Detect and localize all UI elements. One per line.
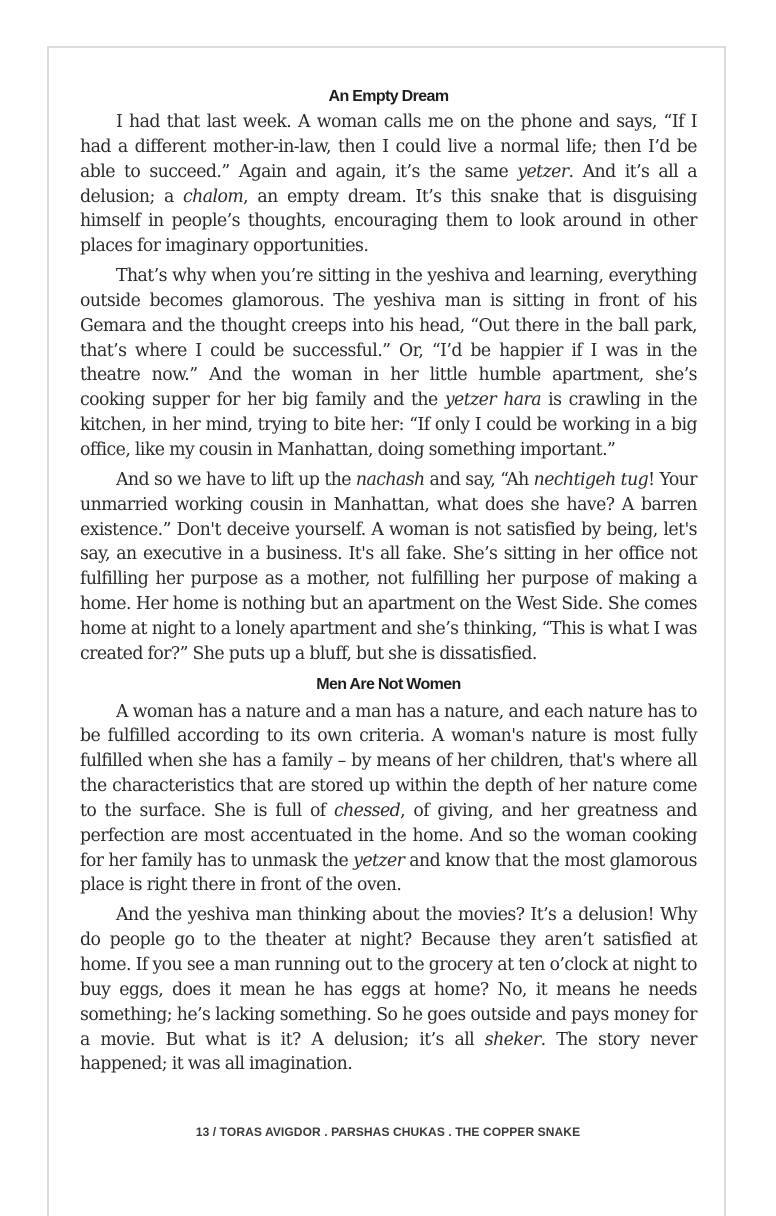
italic-term: chessed <box>333 800 401 821</box>
paragraph: A woman has a nature and a man has a nature, and each nature has to be fulfilled according to its own criteria. A woman's nature is most fully fulfilled when she has a family – by means of her children, that's where all the characteristics that are stored up within the depth of her nature come to the surface. She is full of chessed, of giving, and her greatness and perfection are most accentuated in the home. And so the woman cooking for her family has to unmask the yetzer and know that the most glamorous place is right there in front of the oven. <box>80 701 697 896</box>
italic-term: nachash <box>355 469 425 490</box>
paragraph: That’s why when you’re sitting in the yeshiva and learning, everything outside becomes glamorous. The yeshiva man is sitting in front of his Gemara and the thought creeps into his head, “Out there in the ball park, that’s where I could be successful.” Or, “I’d be happier if I was in the theatre now.” And the woman in her little humble apartment, she’s cooking supper for her big family and the yetzer hara is crawling in the kitchen, in her mind, trying to bite her: “If only I could be working in a big office, like my cousin in Manhattan, doing something important.” <box>80 266 698 460</box>
paragraph: And the yeshiva man thinking about the movies? It’s a delusion! Why do people go to the theater at night? Because they aren’t satisfied at home. If you see a man running out to the grocery at ten o’clock at night to buy eggs, does it mean he has eggs at home? No, it means he needs something; he’s lacking something. So he goes outside and pays money for a movie. But what is it? A delusion; it’s all sheker. The story never happened; it was all imagination. <box>80 905 697 1075</box>
paragraph: And so we have to lift up the nachash and say, “Ah nechtigeh tug! Your unmarried working cousin in Manhattan, what does she have? A barren existence.” Don't deceive yourself. A woman is not satisfied by being, let's say, an executive in a business. It's all fake. She’s sitting in her office not fulfilling her purpose as a mother, not fulfilling her purpose of making a home. Her home is nothing but an apartment on the West Side. She comes home at night to a lonely apartment and she’s thinking, “This is what I was created for?” She puts up a bluff, but she is dissatisfied. <box>80 469 697 664</box>
page-content <box>80 84 697 1082</box>
italic-term: chalom <box>183 186 244 207</box>
italic-term: yetzer <box>517 161 569 182</box>
page-footer: 13 / TORAS AVIGDOR . PARSHAS CHUKAS . THE COPPER SNAKE <box>195 1125 581 1139</box>
italic-term: yetzer <box>353 850 405 871</box>
italic-term: nechtigeh tug <box>533 469 649 490</box>
section-heading-empty-dream: An Empty Dream <box>328 88 449 105</box>
italic-term: sheker <box>484 1029 541 1050</box>
section-heading-men-are-not-women: Men Are Not Women <box>316 675 461 693</box>
paragraph: I had that last week. A woman calls me on the phone and says, “If I had a different mother-in-law, then I could live a normal life; then I’d be able to succeed.” Again and again, it’s the same yetzer. And it’s all a delusion; a chalom, an empty dream. It’s this snake that is disguising himself in people’s thoughts, encouraging them to look around in other places for imaginary opportunities. <box>80 112 697 257</box>
italic-term: yetzer hara <box>444 390 542 411</box>
